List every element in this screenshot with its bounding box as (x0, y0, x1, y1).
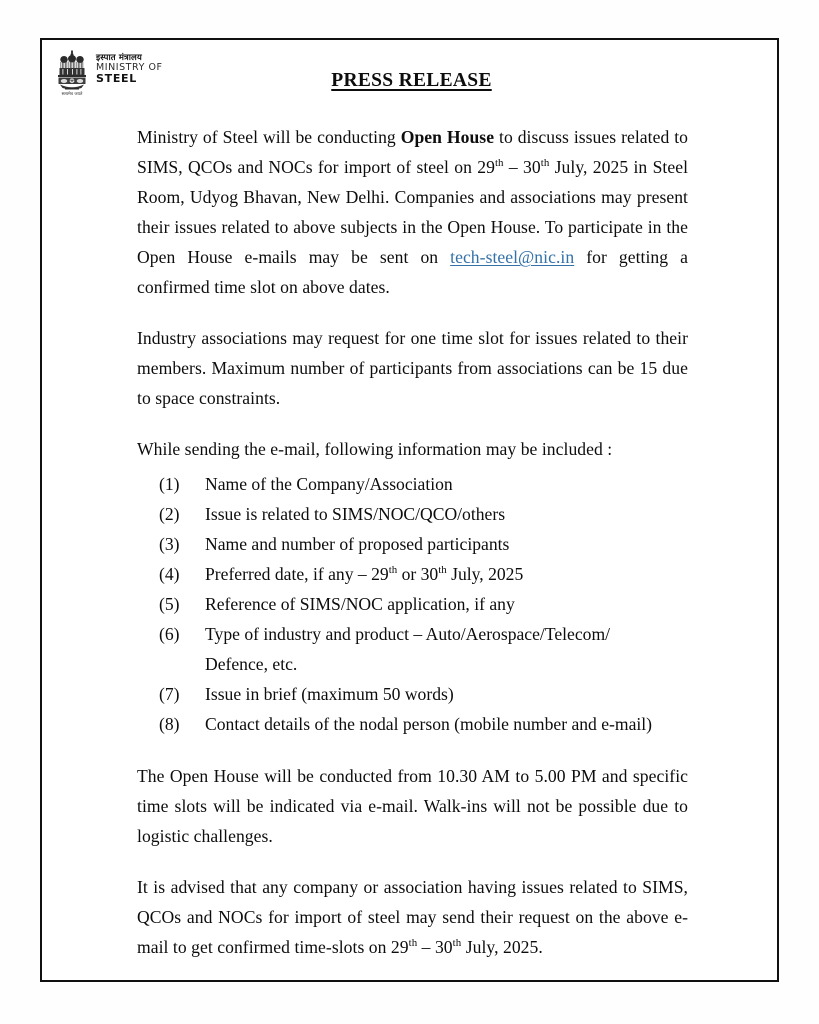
list-item-text: Name and number of proposed participants (205, 534, 510, 554)
list-item (137, 469, 688, 499)
paragraph-list-intro: While sending the e-mail, following information may be included : (137, 439, 613, 459)
para1-sup-1: th (494, 157, 504, 170)
page-title: PRESS RELEASE (331, 70, 492, 91)
list-item-number: (5) (159, 594, 180, 614)
para4-segment-1: It is advised that any company or association having issues related to SIMS, QCOs and NOCs for import of steel may send their request on the above e-mail to get confirmed time-slots on 29 (137, 877, 688, 957)
para1-segment-2: to discuss issues related to SIMS, QCOs and NOCs for import of steel on 29 (137, 127, 688, 177)
paragraph-intro (137, 122, 688, 302)
email-link[interactable]: tech-steel@nic.in (450, 247, 575, 267)
list-item-number: (7) (159, 684, 180, 704)
list-item-text: Name of the Company/Association (205, 474, 453, 494)
list-item (137, 709, 688, 739)
list-item-number: (1) (159, 474, 180, 494)
item4-segment-3: July, 2025 (446, 564, 524, 584)
para1-segment-4: July, 2025 in Steel Room, Udyog Bhavan, New Delhi. Companies and associations may present their issues related to above subjects in the Open House. To participate in the Open House e-mails may be sent on (137, 157, 689, 267)
list-item-text: Issue is related to SIMS/NOC/QCO/others (205, 504, 506, 524)
list-item-text: Reference of SIMS/NOC application, if any (205, 594, 515, 614)
list-item (137, 529, 688, 559)
document-border-frame (40, 38, 779, 982)
document-header (42, 40, 781, 110)
list-item-number: (4) (159, 564, 180, 584)
ministry-name-hindi: इस्पात मंत्रालय (96, 53, 142, 63)
list-item-text-line1: Type of industry and product – Auto/Aerospace/Telecom/ (205, 624, 611, 644)
para4-sup-1: th (408, 937, 418, 950)
para1-segment-3: – 30 (503, 157, 541, 177)
para1-segment-1: Ministry of Steel will be conducting (137, 127, 401, 147)
open-house-bold: Open House (400, 127, 495, 147)
list-item-text-line2: Defence, etc. (205, 654, 298, 674)
emblem-motto-text: सत्यमेव जयते (61, 92, 83, 97)
list-item-text: Contact details of the nodal person (mobile number and e-mail) (205, 714, 653, 734)
list-item-number: (2) (159, 504, 180, 524)
paragraph-timing: The Open House will be conducted from 10.30 AM to 5.00 PM and specific time slots will be indicated via e-mail. Walk-ins will not be possible due to logistic challenges. (137, 766, 688, 846)
list-item (137, 559, 688, 589)
para4-segment-3: July, 2025. (461, 937, 543, 957)
para1-sup-2: th (540, 157, 550, 170)
list-item-text: Issue in brief (maximum 50 words) (205, 684, 454, 704)
list-item (137, 619, 688, 679)
list-item-number: (6) (159, 624, 180, 644)
para4-sup-2: th (452, 937, 462, 950)
item4-segment-1: Preferred date, if any – 29 (205, 564, 389, 584)
list-item (137, 589, 688, 619)
list-item (137, 679, 688, 709)
ministry-name-line2: STEEL (96, 72, 137, 86)
requirements-list (137, 469, 688, 739)
list-item-number: (3) (159, 534, 180, 554)
para4-segment-2: – 30 (417, 937, 453, 957)
paragraph-associations: Industry associations may request for one time slot for issues related to their members. Maximum number of participants from associations can be 15 due to space constraints. (137, 328, 688, 408)
list-item (137, 499, 688, 529)
list-item-text (205, 564, 523, 584)
para1-segment-5: for getting a confirmed time slot on above dates. (137, 247, 688, 297)
document-body (137, 122, 688, 962)
paragraph-advisory (137, 872, 688, 962)
item4-sup-2: th (438, 564, 447, 577)
list-item-number: (8) (159, 714, 180, 734)
ministry-name-line1: MINISTRY OF (96, 62, 163, 74)
item4-segment-2: or 30 (397, 564, 439, 584)
item4-sup-1: th (388, 564, 398, 577)
